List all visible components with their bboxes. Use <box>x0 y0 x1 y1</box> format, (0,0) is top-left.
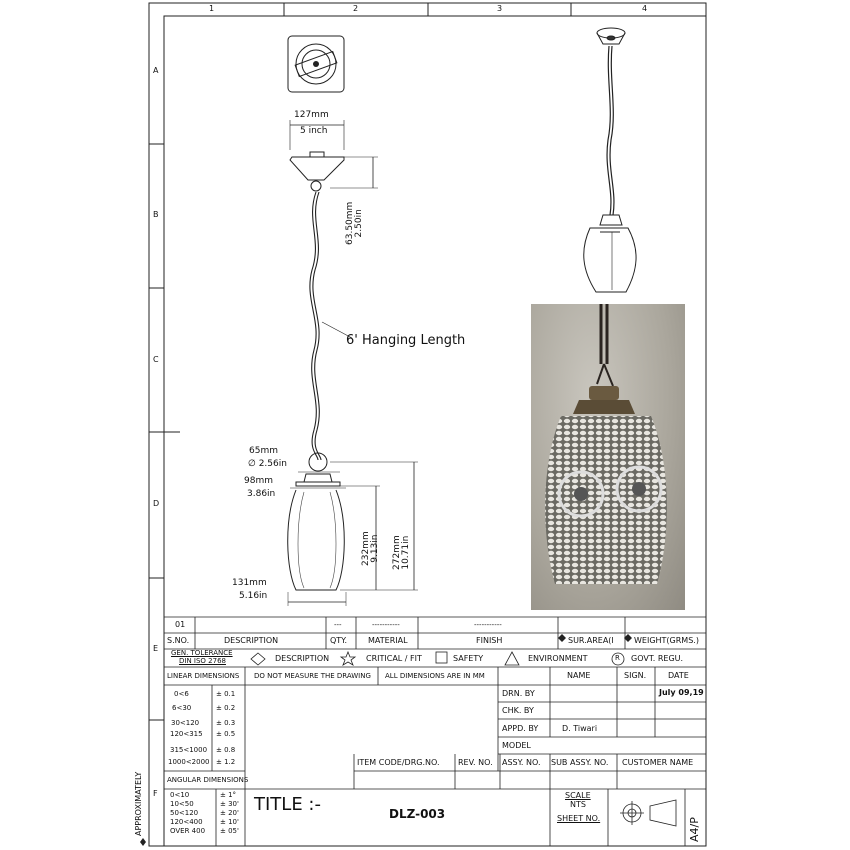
lin-tol-5: ± 1.2 <box>216 758 236 766</box>
triangle-icon <box>505 652 519 665</box>
legend-critical-fit: CRITICAL / FIT <box>366 654 422 663</box>
parts-header-sno: S.NO. <box>167 636 190 645</box>
chain <box>310 192 321 460</box>
parts-qty-value: --- <box>334 621 342 629</box>
signoff-drn-by: DRN. BY <box>502 689 535 698</box>
dim-cap-dia-mm: 65mm <box>249 446 278 456</box>
legend-description: DESCRIPTION <box>275 654 330 663</box>
grid-row-e: E <box>153 644 159 653</box>
scale-label: SCALE <box>565 791 591 800</box>
sur-area-diamond-icon <box>558 634 566 642</box>
ang-range-4: OVER 400 <box>170 827 206 835</box>
ang-range-3: 120<400 <box>170 818 203 826</box>
grid-row-d: D <box>153 499 160 508</box>
lin-tol-1: ± 0.2 <box>216 704 236 712</box>
parts-sno-value: 01 <box>175 620 186 629</box>
dim-cap-dia-in: ∅ 2.56in <box>248 459 287 469</box>
parts-header-material: MATERIAL <box>368 636 408 645</box>
dim-total-height: 272mm 10.71in <box>392 535 412 570</box>
canopy-side-view <box>290 152 344 191</box>
din-label: DIN ISO 2768 <box>179 657 226 665</box>
lamp-shade <box>288 490 345 590</box>
rev-no-label: REV. NO. <box>458 758 493 767</box>
lin-range-2: 30<120 <box>171 719 200 727</box>
signoff-chk-by: CHK. BY <box>502 706 534 715</box>
dim-top-width-in: 3.86in <box>247 489 276 499</box>
parts-header-qty: QTY. <box>330 636 347 645</box>
signoff-header-sign: SIGN. <box>624 671 647 680</box>
ang-tol-4: ± 05' <box>220 827 239 835</box>
sheet-no-label: SHEET NO. <box>557 814 601 823</box>
canopy-top-view <box>288 36 344 92</box>
legend-environment: ENVIRONMENT <box>528 654 588 663</box>
dim-canopy-width-in: 5 inch <box>300 126 328 136</box>
dim-top-width-mm: 98mm <box>244 476 273 486</box>
square-icon <box>436 652 447 663</box>
lin-tol-2: ± 0.3 <box>216 719 236 727</box>
parts-header-finish: FINISH <box>476 636 503 645</box>
drawing-number: DLZ-003 <box>389 807 446 821</box>
legend-govt-regu: GOVT. REGU. <box>631 654 684 663</box>
dim-bottom-width-mm: 131mm <box>232 578 267 588</box>
lin-tol-0: ± 0.1 <box>216 690 236 698</box>
projection-symbol-icon <box>620 800 676 826</box>
legend-safety: SAFETY <box>453 654 484 663</box>
lin-range-5: 1000<2000 <box>168 758 210 766</box>
lin-tol-4: ± 0.8 <box>216 746 236 754</box>
ang-tol-1: ± 30' <box>220 800 239 808</box>
item-code-label: ITEM CODE/DRG.NO. <box>357 758 440 767</box>
approx-diamond-icon <box>140 838 146 846</box>
sub-assy-no-label: SUB ASSY. NO. <box>551 758 609 767</box>
ang-tol-0: ± 1° <box>220 791 237 799</box>
grid-col-1: 1 <box>209 4 215 13</box>
lin-range-3: 120<315 <box>170 730 203 738</box>
signoff-appd-by: APPD. BY <box>502 724 539 733</box>
parts-header-weight: WEIGHT(GRMS.) <box>634 636 699 645</box>
parts-header-sur-area: SUR.AREA(I <box>568 636 614 645</box>
grid-row-a: A <box>153 66 159 75</box>
angular-dimensions-label: ANGULAR DIMENSIONS <box>167 776 249 784</box>
linear-dimensions-label: LINEAR DIMENSIONS <box>167 672 240 680</box>
star-icon <box>341 652 355 665</box>
legend-govt-symbol: R <box>615 654 620 662</box>
dim-canopy-height: 63.50mm 2.50in <box>345 201 365 245</box>
dim-canopy-width-mm: 127mm <box>294 110 329 120</box>
isometric-view <box>584 28 636 292</box>
signoff-header-name: NAME <box>567 671 591 680</box>
customer-name-label: CUSTOMER NAME <box>622 758 694 767</box>
ang-tol-2: ± 20' <box>220 809 239 817</box>
ang-tol-3: ± 10' <box>220 818 239 826</box>
lin-tol-3: ± 0.5 <box>216 730 236 738</box>
grid-col-4: 4 <box>642 4 648 13</box>
paper-size: A4/P <box>688 817 701 842</box>
dim-hanging-length: 6' Hanging Length <box>346 333 466 348</box>
signoff-appd-name: D. Tiwari <box>562 724 598 733</box>
ang-range-2: 50<120 <box>170 809 199 817</box>
note-no-measure: DO NOT MEASURE THE DRAWING <box>254 672 371 680</box>
approximately-label: APPROXIMATELY <box>134 771 143 836</box>
gen-tolerance-label: GEN. TOLERANCE <box>171 649 233 657</box>
grid-row-c: C <box>153 355 159 364</box>
diamond-icon <box>251 653 265 665</box>
lin-range-4: 315<1000 <box>170 746 208 754</box>
grid-row-b: B <box>153 210 159 219</box>
product-photo <box>531 304 685 610</box>
lin-range-0: 0<6 <box>174 690 189 698</box>
note-all-dims: ALL DIMENSIONS ARE IN MM <box>385 672 485 680</box>
ang-range-0: 0<10 <box>170 791 190 799</box>
signoff-date-value: July 09,19 <box>659 688 704 697</box>
parts-header-description: DESCRIPTION <box>224 636 279 645</box>
signoff-header-date: DATE <box>668 671 689 680</box>
dim-bottom-width-in: 5.16in <box>239 591 268 601</box>
dim-shade-height: 232mm 9.13in <box>361 531 381 566</box>
scale-value: NTS <box>570 800 586 809</box>
parts-material-value: ----------- <box>372 621 400 629</box>
grid-row-f: F <box>153 789 158 798</box>
signoff-model: MODEL <box>502 741 531 750</box>
title-label: TITLE :- <box>254 794 321 815</box>
ang-range-1: 10<50 <box>170 800 194 808</box>
parts-finish-value: ----------- <box>474 621 502 629</box>
lin-range-1: 6<30 <box>172 704 192 712</box>
grid-col-3: 3 <box>497 4 503 13</box>
assy-no-label: ASSY. NO. <box>502 758 541 767</box>
grid-col-2: 2 <box>353 4 359 13</box>
